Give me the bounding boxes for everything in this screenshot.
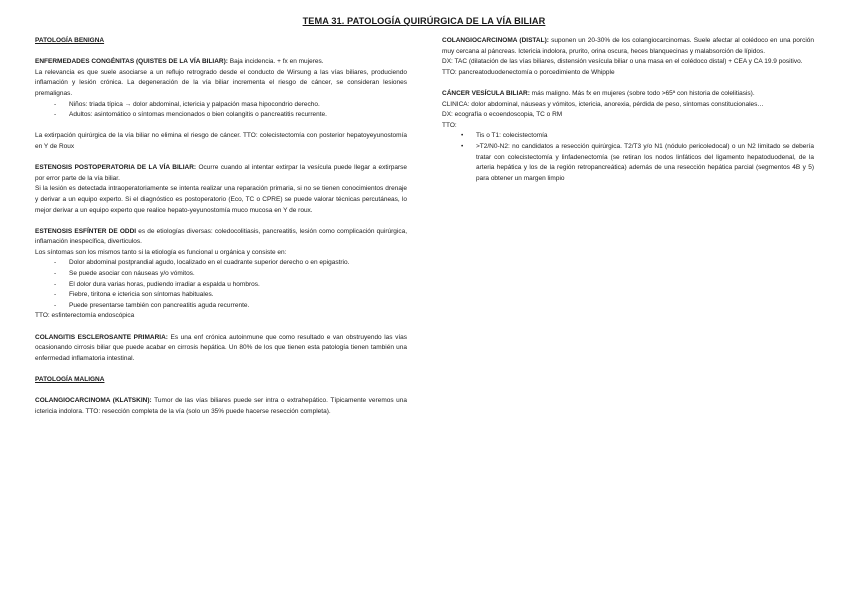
distal-dx: DX: TAC (dilatación de las vías biliares, distensión vesícula biliar o una masa en el colédoco distal) + CEA y CA 19.9 positivo. [442, 58, 803, 66]
maligna-heading: PATOLOGÍA MALIGNA [35, 376, 105, 383]
klatskin-paragraph [35, 396, 407, 417]
list-item: - Adultos: asintomático o síntomas mencionados o bien colangitis o pancreatitis recurrente. [35, 110, 407, 121]
klatskin-text: Tumor de las vías biliares puede ser intra o extrahepático. Típicamente veremos una ictericia indolora. TTO: resección completa de la vía (solo un 35% puede hacerse resección completa). [35, 397, 407, 415]
list-item: - Dolor abdominal postprandial agudo, localizado en el cuadrante superior derecho o en epigastrio. [35, 258, 407, 269]
colangitis-text: Es una enf crónica autoinmune que como resultado e van obstruyendo las vías ocasionando cirrosis biliar que puede acabar en cirrosis hepática. Un 80% de los que tienen esta patología tienen también una enfermedad inflamatoria intestinal. [35, 333, 407, 362]
vesicula-intro-text: más maligno. Más fx en mujeres (sobre todo >65ª con historia de colelitiasis). [529, 89, 755, 97]
estenosis-postop-heading: ESTENOSIS POSTOPERATORIA DE LA VÍA BILIAR: [35, 164, 197, 172]
list-item: • >T2/N0-N2: no candidatos a resección quirúrgica. T2/T3 y/o N1 (nódulo pericoledocal) o un N2 limitado se debería tratar con colecistectomía y linfadenectomía (se retiran los nodos linfáticos del ligamento hepatoduodenal, de la arteria hepática y los de la región retropancreática) además de una resección hepática parcial (segmentos 4B y 5) para obtener un margen limpio [442, 142, 814, 184]
vesicula-dx: DX: ecografía o ecoendoscopia, TC o RM [442, 111, 563, 119]
colangitis-heading: COLANGITIS ESCLEROSANTE PRIMARIA: [35, 333, 168, 341]
klatskin-heading: COLANGIOCARCINOMA (KLATSKIN): [35, 397, 152, 405]
klatskin-section [35, 396, 407, 417]
vesicula-intro [442, 89, 814, 100]
oddi-tto: TTO: esfinterectomía endoscópica [35, 312, 135, 320]
distal-intro-text: suponen un 20-30% de los colangiocarcinomas. Suele afectar al colédoco en una porción muy cercana al páncreas. Ictericia indolora, prurito, orina oscura, heces blanquecinas y malabsorción de lípidos. [442, 37, 814, 55]
distal-heading: COLANGIOCARCINOMA (DISTAL): [442, 37, 549, 44]
distal-intro [442, 36, 814, 57]
quistes-list [35, 100, 407, 121]
list-item: - Se puede asociar con náuseas y/o vómitos. [35, 269, 407, 280]
oddi-heading: ESTENOSIS ESFÍNTER DE ODDI [35, 227, 137, 235]
distal-tto: TTO: pancreatoduodenectomía o porcedimiento de Whipple [442, 68, 615, 76]
estenosis-postop-paragraph: Si la lesión es detectada intraoperatoriamente se intenta realizar una reparación primaria, si no se tienen conocimientos drenaje y derivar a un equipo experto. Si el diagnóstico es postoperatorio (Eco, TC o CPRE) se puede valorar técnicas percutáneas, lo mejor derivar a un equipo experto que realice hepato-yeyunostomía muco mucosa en Y de roux. [35, 185, 407, 214]
distal-section [442, 36, 814, 78]
vesicula-clinica: CLINICA: dolor abdominal, náuseas y vómitos, ictericia, anorexia, pérdida de peso, síntomas constitucionales… [442, 100, 764, 108]
quistes-intro-text: Baja incidencia. + fx en mujeres. [227, 58, 324, 66]
list-item: - Puede presentarse también con pancreatitis aguda recurrente. [35, 301, 407, 312]
quistes-heading: ENFERMEDADES CONGÉNITAS (QUISTES DE LA VÍA BILIAR): [35, 58, 228, 66]
colangitis-paragraph [35, 333, 407, 365]
vesicula-list [442, 131, 814, 184]
quistes-paragraph-1: La relevancia es que suele asociarse a un reflujo retrogrado desde el conducto de Wirsung a las vías biliares, produciendo inflamación y lesión crónica. La degeneración de la vía biliar incrementa el riesgo de cáncer, se consideran lesiones premalignas. [35, 68, 407, 97]
oddi-paragraph-1: Los síntomas son los mismos tanto si la etiología es funcional u orgánica y consiste en: [35, 248, 287, 256]
vesicula-tto: TTO: [442, 121, 457, 129]
estenosis-postop-intro [35, 163, 407, 184]
oddi-section [35, 227, 407, 322]
list-item: - Niños: triada típica → dolor abdominal, ictericia y palpación masa hipocondrio derecho. [35, 100, 407, 111]
list-item: - Fiebre, tiritona e ictericia son síntomas habituales. [35, 290, 407, 301]
benigna-heading: PATOLOGÍA BENIGNA [35, 37, 105, 44]
list-item: • Tis o T1: colecistectomía [442, 131, 814, 142]
oddi-intro [35, 227, 407, 248]
left-column [35, 36, 407, 428]
quistes-paragraph-2: La extirpación quirúrgica de la vía biliar no elimina el riesgo de cáncer. TTO: colecistectomía con posterior hepatoyeyunostomía en Y de Roux [35, 132, 407, 150]
colangitis-section [35, 333, 407, 365]
estenosis-postop-intro-text: Ocurre cuando al intentar extirpar la vesícula puede llegar a extirparse por error parte de la vía biliar. [35, 164, 407, 182]
vesicula-section [442, 89, 814, 184]
right-column [442, 36, 814, 195]
quistes-section [35, 57, 407, 121]
estenosis-postop-section [35, 163, 407, 216]
quistes-tto [35, 131, 407, 152]
vesicula-heading: CÁNCER VESÍCULA BILIAR: [442, 89, 530, 97]
oddi-intro-text: es de etiologías diversas: coledocolitiasis, pancreatitis, lesión como complicación quirúrgica, inflamación inespecífica, diverticulos. [35, 227, 407, 246]
list-item: - El dolor dura varias horas, pudiendo irradiar a espalda u hombros. [35, 280, 407, 291]
quistes-intro [35, 57, 407, 68]
document-title: TEMA 31. PATOLOGÍA QUIRÚRGICA DE LA VÍA BILIAR [302, 16, 546, 26]
oddi-list [35, 258, 407, 311]
